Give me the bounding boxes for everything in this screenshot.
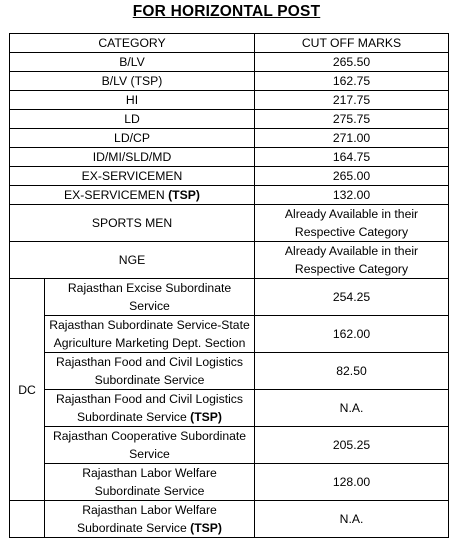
marks-cell: 275.75 [255, 110, 449, 129]
dc-label-cell: DC [10, 279, 45, 501]
category-cell: Rajasthan Food and Civil Logistics Subordinate Service [45, 353, 255, 390]
category-cell [45, 501, 255, 538]
marks-cell: 254.25 [255, 279, 449, 316]
marks-cell: 164.75 [255, 148, 449, 167]
marks-cell: 162.75 [255, 72, 449, 91]
tsp-tag: (TSP) [190, 521, 222, 535]
table-row [10, 110, 449, 129]
dc-blank-cell [10, 501, 45, 538]
table-row [10, 129, 449, 148]
marks-cell: 82.50 [255, 353, 449, 390]
category-cell: ID/MI/SLD/MD [10, 148, 255, 167]
table-row [10, 464, 449, 501]
tsp-tag: (TSP) [190, 410, 222, 424]
marks-cell: 271.00 [255, 129, 449, 148]
category-cell [45, 390, 255, 427]
category-cell: Rajasthan Excise Subordinate Service [45, 279, 255, 316]
table-row [10, 501, 449, 538]
category-cell: Rajasthan Cooperative Subordinate Service [45, 427, 255, 464]
marks-header: CUT OFF MARKS [255, 34, 449, 53]
category-cell: HI [10, 91, 255, 110]
marks-cell: Already Available in their Respective Category [255, 205, 449, 242]
category-header: CATEGORY [10, 34, 255, 53]
category-cell: B/LV (TSP) [10, 72, 255, 91]
table-row [10, 242, 449, 279]
page-title: FOR HORIZONTAL POST [132, 3, 321, 20]
marks-cell: 217.75 [255, 91, 449, 110]
cutoff-table [9, 33, 449, 538]
category-cell: LD/CP [10, 129, 255, 148]
table-header-row [10, 34, 449, 53]
table-row [10, 53, 449, 72]
category-cell [10, 186, 255, 205]
marks-cell: 162.00 [255, 316, 449, 353]
category-cell: LD [10, 110, 255, 129]
category-cell: Rajasthan Labor Welfare Subordinate Service [45, 464, 255, 501]
marks-cell: Already Available in their Respective Category [255, 242, 449, 279]
marks-cell: 205.25 [255, 427, 449, 464]
tsp-tag: (TSP) [168, 188, 200, 202]
marks-cell: 265.50 [255, 53, 449, 72]
category-text: EX-SERVICEMEN [64, 188, 169, 202]
table-row [10, 316, 449, 353]
table-row [10, 148, 449, 167]
marks-cell: N.A. [255, 501, 449, 538]
table-row [10, 427, 449, 464]
table-row [10, 167, 449, 186]
category-cell: NGE [10, 242, 255, 279]
table-row [10, 390, 449, 427]
marks-cell: N.A. [255, 390, 449, 427]
category-text: Rajasthan Food and Civil Logistics Subordinate Service [56, 392, 243, 424]
category-cell: B/LV [10, 53, 255, 72]
category-cell: SPORTS MEN [10, 205, 255, 242]
table-row [10, 205, 449, 242]
table-row [10, 279, 449, 316]
table-row [10, 186, 449, 205]
marks-cell: 265.00 [255, 167, 449, 186]
marks-cell: 128.00 [255, 464, 449, 501]
table-row [10, 91, 449, 110]
category-cell: Rajasthan Subordinate Service-State Agriculture Marketing Dept. Section [45, 316, 255, 353]
category-text: Rajasthan Labor Welfare Subordinate Service [77, 503, 217, 535]
table-row [10, 353, 449, 390]
marks-cell: 132.00 [255, 186, 449, 205]
table-row [10, 72, 449, 91]
category-cell: EX-SERVICEMEN [10, 167, 255, 186]
